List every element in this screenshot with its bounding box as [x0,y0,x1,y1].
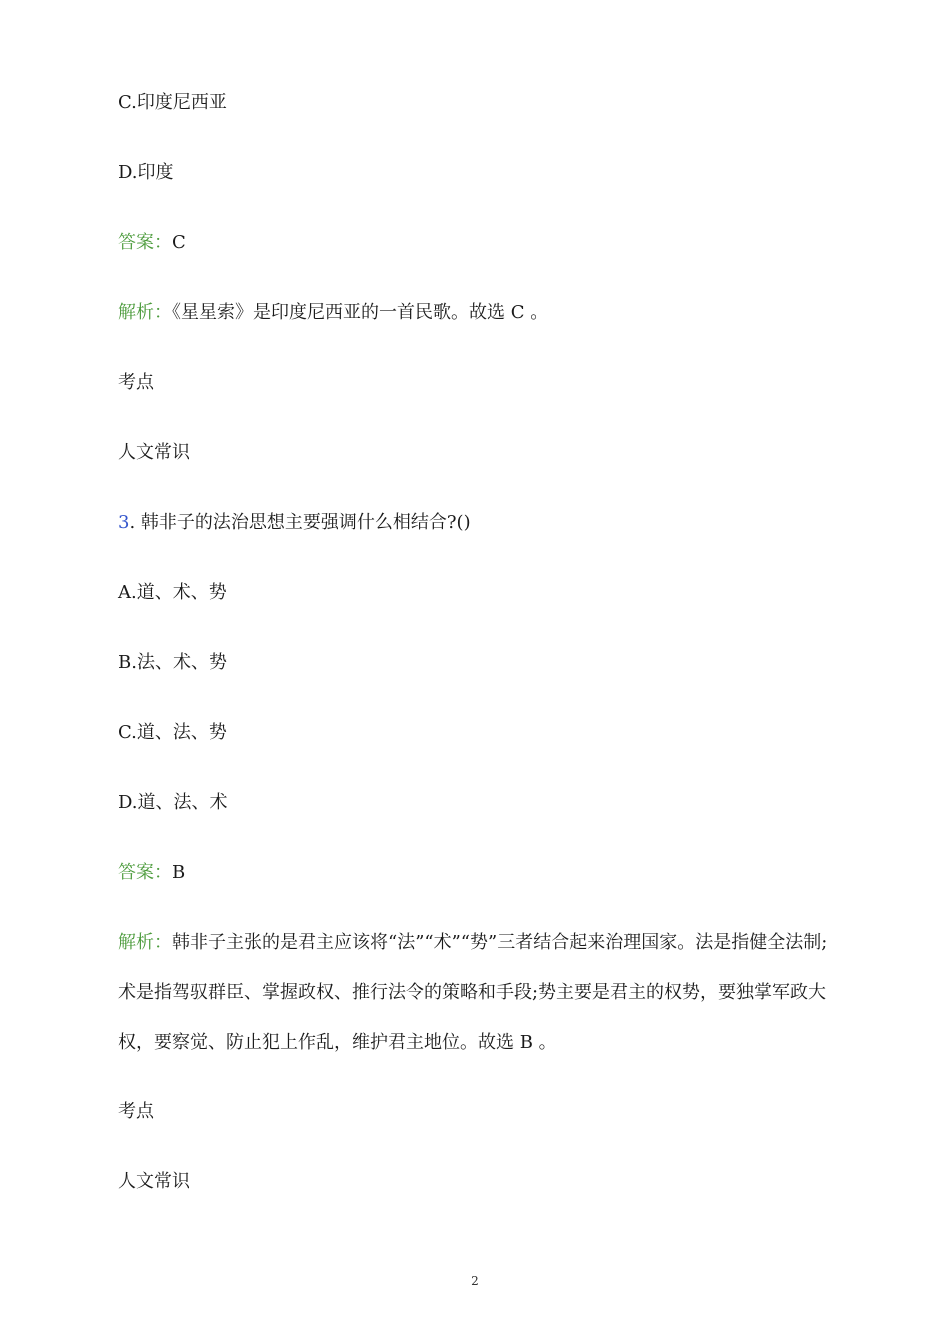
q2-option-d: D.印度 [118,162,174,183]
q2-point-label: 考点 [118,372,154,393]
q3-analysis [118,918,830,1068]
q3-question [118,511,471,535]
question-number: 3 [118,512,130,533]
q3-point-value: 人文常识 [118,1171,190,1192]
answer-value: C [172,232,186,253]
q3-option-c: C.道、法、势 [118,722,227,743]
q2-point-value: 人文常识 [118,442,190,463]
analysis-text: 《星星索》是印度尼西亚的一首民歌。故选 C 。 [172,302,549,323]
q2-option-c: C.印度尼西亚 [118,92,227,113]
q3-point-label: 考点 [118,1101,154,1122]
q2-answer [118,231,186,255]
answer-label: 答案： [118,862,172,883]
q2-analysis [118,301,548,325]
q3-option-a: A.道、术、势 [118,582,227,603]
q3-option-d: D.道、法、术 [118,792,228,813]
q3-answer [118,861,185,885]
q3-option-b: B.法、术、势 [118,652,227,673]
question-text: . 韩非子的法治思想主要强调什么相结合?() [129,512,471,533]
answer-value: B [172,862,186,883]
analysis-label: 解析： [118,932,172,953]
page-number: 2 [471,1274,479,1288]
analysis-text: 韩非子主张的是君主应该将“法”“术”“势”三者结合起来治理国家。法是指健全法制;术是指驾驭群臣、掌握政权、推行法令的策略和手段;势主要是君主的权势，要独掌军政大权，要察觉、防止犯上作乱，维护君主地位。故选 B 。 [118,932,828,1053]
answer-label: 答案： [118,232,172,253]
analysis-label: 解析： [118,302,172,323]
